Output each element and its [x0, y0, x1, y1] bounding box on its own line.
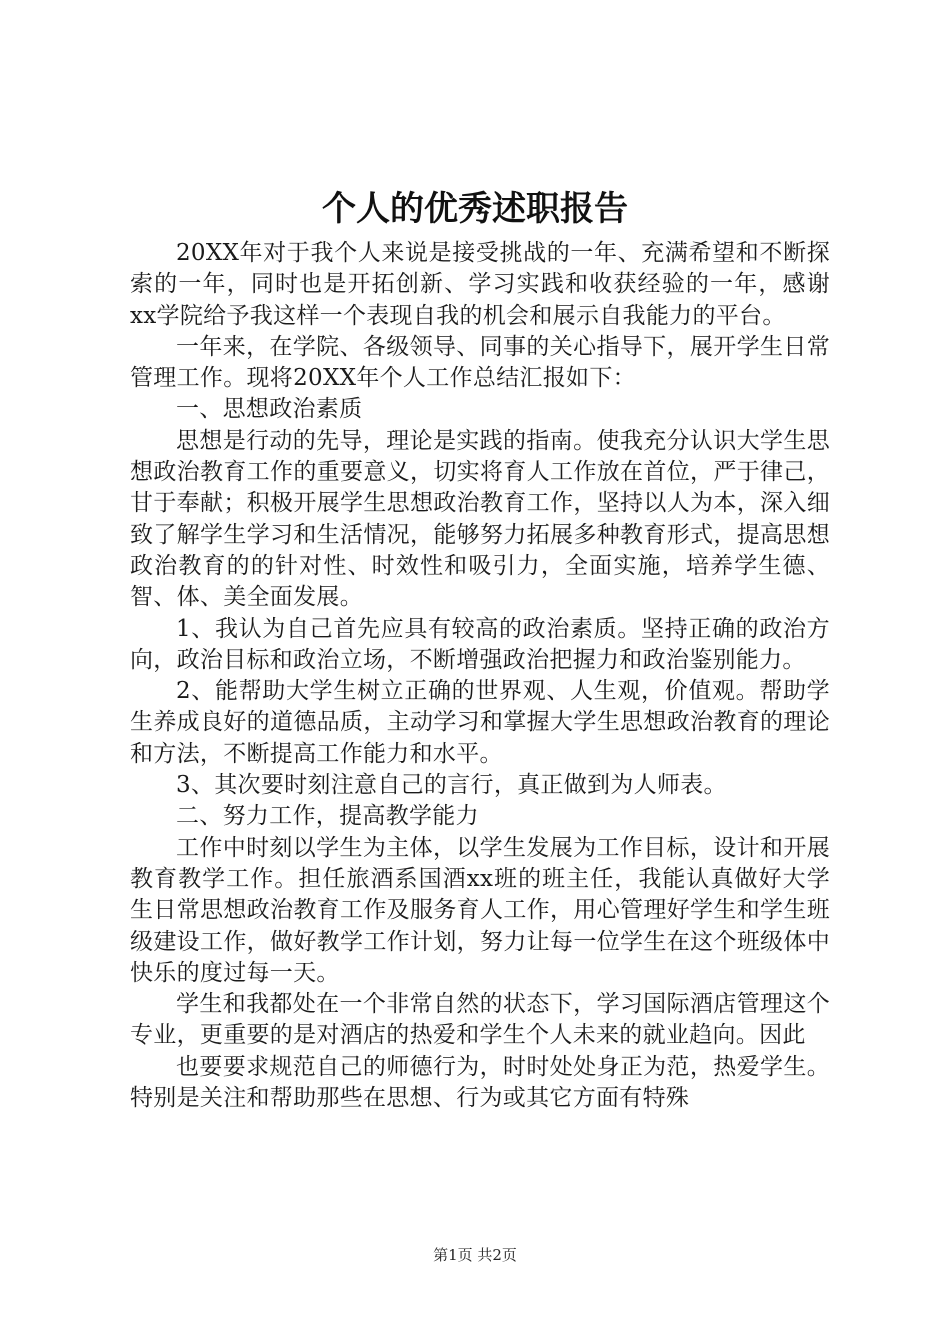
document-body — [130, 238, 830, 1114]
paragraph: 一年来，在学院、各级领导、同事的关心指导下，展开学生日常管理工作。现将20XX年个人工作总结汇报如下： — [130, 333, 830, 392]
paragraph: 学生和我都处在一个非常自然的状态下，学习国际酒店管理这个专业，更重要的是对酒店的热爱和学生个人未来的就业趋向。因此 — [130, 991, 830, 1049]
section-heading: 一、思想政治素质 — [176, 396, 363, 423]
page-footer: 第1页 共2页 — [433, 1246, 517, 1264]
document-title: 个人的优秀述职报告 — [322, 189, 628, 229]
paragraph: 思想是行动的先导，理论是实践的指南。使我充分认识大学生思想政治教育工作的重要意义，切实将育人工作放在首位，严于律己，甘于奉献；积极开展学生思想政治教育工作，坚持以人为本，深入细致了解学生学习和生活情况，能够努力拓展多种教育形式，提高思想政治教育的的针对性、时效性和吸引力，全面实施，培养学生德、智、体、美全面发展。 — [130, 427, 830, 611]
list-item: 1、我认为自己首先应具有较高的政治素质。坚持正确的政治方向，政治目标和政治立场，不断增强政治把握力和政治鉴别能力。 — [130, 615, 830, 673]
paragraph: 也要要求规范自己的师德行为，时时处处身正为范，热爱学生。特别是关注和帮助那些在思想、行为或其它方面有特殊 — [130, 1053, 830, 1112]
paragraph: 工作中时刻以学生为主体，以学生发展为工作目标，设计和开展教育教学工作。担任旅酒系国酒xx班的班主任，我能认真做好大学生日常思想政治教育工作及服务育人工作，用心管理好学生和学生班级建设工作，做好教学工作计划，努力让每一位学生在这个班级体中快乐的度过每一天。 — [130, 834, 830, 986]
paragraph: 20XX年对于我个人来说是接受挑战的一年、充满希望和不断探索的一年，同时也是开拓创新、学习实践和收获经验的一年，感谢xx学院给予我这样一个表现自我的机会和展示自我能力的平台。 — [130, 240, 830, 329]
list-item: 2、能帮助大学生树立正确的世界观、人生观，价值观。帮助学生养成良好的道德品质，主动学习和掌握大学生思想政治教育的理论和方法，不断提高工作能力和水平。 — [130, 678, 830, 767]
list-item: 3、其次要时刻注意自己的言行，真正做到为人师表。 — [176, 772, 727, 799]
section-heading: 二、努力工作，提高教学能力 — [176, 803, 479, 830]
